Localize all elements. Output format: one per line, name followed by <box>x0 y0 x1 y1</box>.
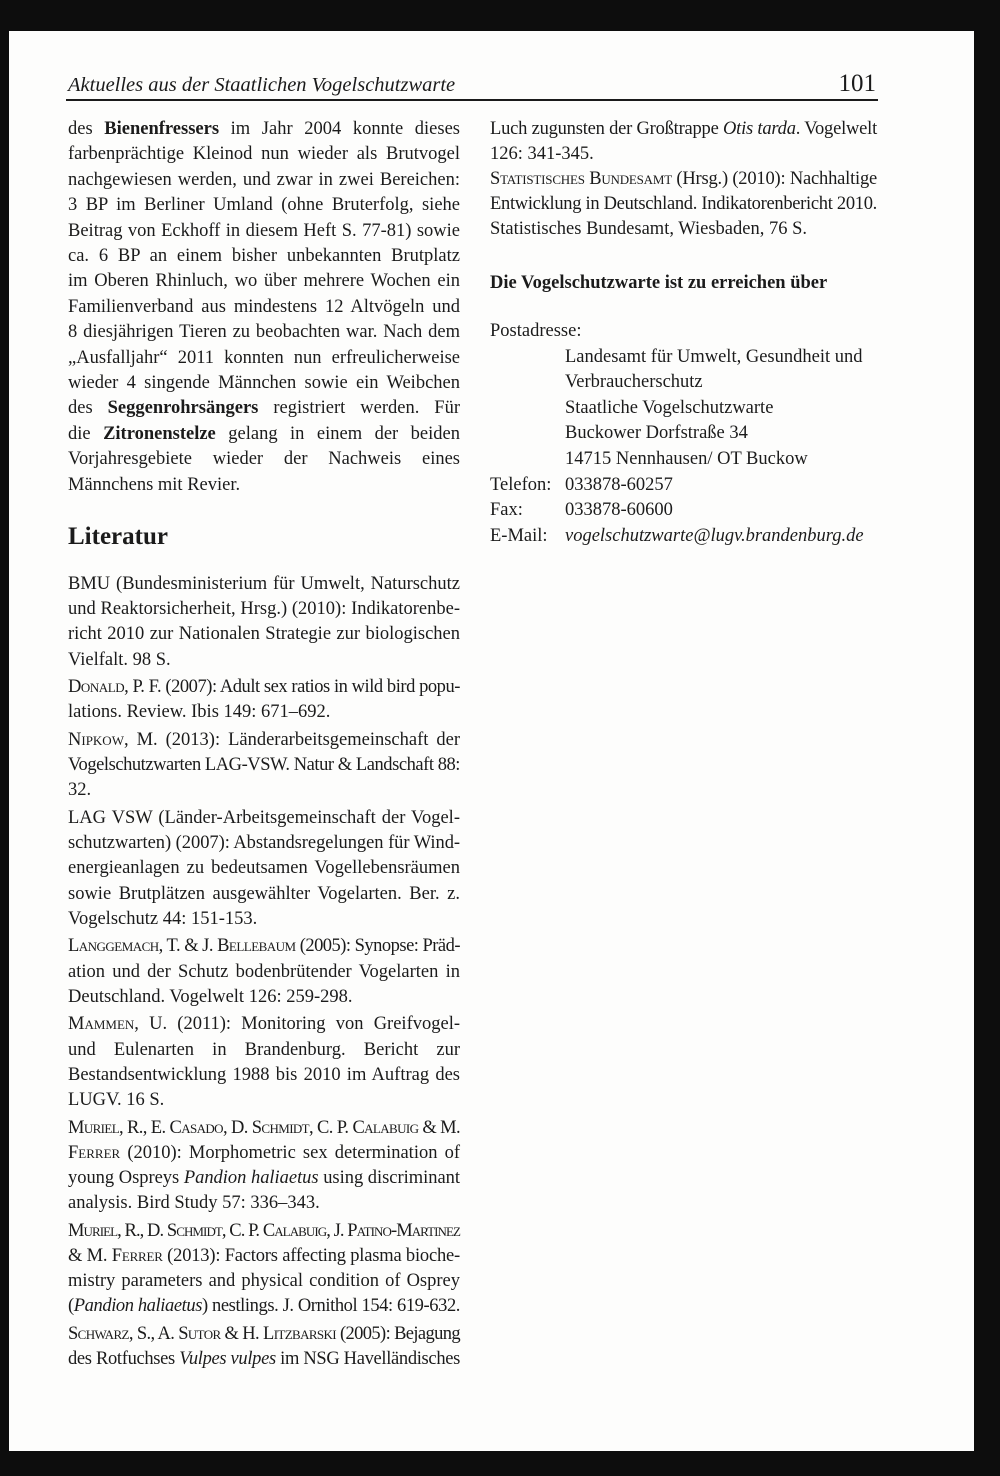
text-run: des <box>68 119 105 139</box>
text-run: ca. 6 BP an einem bisher unbekannten Brutplatz <box>68 246 460 267</box>
text-run: gelang in einem der beiden <box>215 423 460 444</box>
text-run: des Rotfuchses <box>68 1349 180 1370</box>
text-run: Vogelschutzwarten LAG-VSW. Natur & Landschaft 88: <box>68 755 460 776</box>
author-name: Langgemach <box>68 936 159 957</box>
author-name: Muriel <box>68 1220 118 1241</box>
page-number: 101 <box>838 70 876 97</box>
author-name: Sutor <box>178 1324 221 1345</box>
text-run: im Jahr 2004 konnte dieses <box>219 119 460 139</box>
address-text: Landesamt für Umwelt, Gesundheit und <box>565 346 863 367</box>
phone-number: 033878-60257 <box>565 474 673 495</box>
text-run: , S., A. <box>128 1324 179 1345</box>
reference-line <box>68 1269 460 1294</box>
address-text: Buckower Dorfstraße 34 <box>565 423 748 444</box>
fax-row <box>490 498 877 524</box>
reference-line <box>68 907 257 932</box>
reference-line <box>490 217 807 242</box>
text-line <box>68 320 460 345</box>
reference-line <box>68 806 460 831</box>
author-name: Donald <box>68 677 125 698</box>
text-run: 8 diesjährigen Tieren zu beobachten war. Nach dem <box>68 322 460 343</box>
contact-heading: Die Vogelschutzwarte ist zu erreichen über <box>490 273 828 293</box>
text-run: Statistisches Bundesamt, Wiesbaden, 76 S. <box>490 219 807 239</box>
text-run: young Ospreys <box>68 1168 184 1189</box>
author-name: Statistisches Bundesamt <box>490 169 672 189</box>
text-line <box>68 269 460 294</box>
text-line <box>68 193 460 218</box>
text-run: LAG VSW (Länder-Arbeitsgemeinschaft der Vogel- <box>68 808 460 828</box>
text-run: . Vogelwelt <box>795 119 878 139</box>
author-name: Schmidt <box>251 1117 310 1138</box>
text-run: LUGV. 16 S. <box>68 1090 165 1111</box>
reference-line <box>68 1141 460 1166</box>
section-heading-literatur: Literatur <box>68 523 168 550</box>
text-run: farbenprächtige Kleinod nun wieder als Brutvogel <box>68 144 460 165</box>
italic-term: Pandion haliaetus <box>73 1296 203 1317</box>
email-address: vogelschutzwarte@lugv.brandenburg.de <box>565 525 864 546</box>
text-run: Deutschland. Vogelwelt 126: 259-298. <box>68 986 353 1007</box>
contact-block <box>490 319 877 549</box>
address-text: Staatliche Vogelschutzwarte <box>565 397 774 418</box>
reference-line <box>68 728 460 753</box>
text-run: & M. <box>68 1246 112 1267</box>
reference-entry <box>490 117 877 167</box>
text-line <box>68 117 460 142</box>
author-name: Calabuig <box>352 1117 419 1138</box>
text-run: registriert werden. Für <box>258 398 460 419</box>
text-run: Vielfalt. 98 S. <box>68 649 171 670</box>
reference-line <box>68 960 460 985</box>
reference-line <box>68 778 91 803</box>
text-line <box>68 295 460 320</box>
email-label: E-Mail: <box>490 525 548 546</box>
text-run: und Eulenarten in Brandenburg. Bericht zur <box>68 1039 460 1060</box>
fax-label: Fax: <box>490 500 523 521</box>
reference-entry <box>68 1219 460 1320</box>
text-run: energieanlagen zu bedeutsamen Vogellebensräumen <box>68 858 460 879</box>
reference-line <box>490 192 877 217</box>
author-name: Muriel <box>68 1117 120 1138</box>
reference-line <box>490 142 594 167</box>
text-run: 126: 341-345. <box>490 144 594 164</box>
text-run: Vorjahresgebiete wieder der Nachweis eines <box>68 449 460 470</box>
bold-term: Bienenfressers <box>104 119 220 139</box>
text-run: , M. (2013): Länderarbeitsgemeinschaft der <box>123 730 460 750</box>
text-run: , T. & J. <box>158 936 218 957</box>
text-run: , U. (2011): Monitoring von Greifvogel- <box>134 1014 460 1035</box>
text-run: BMU (Bundesministerium für Umwelt, Naturschutz <box>68 574 460 594</box>
reference-line <box>490 117 877 142</box>
reference-line <box>68 675 460 700</box>
text-run: (2010): Morphometric sex determination of <box>120 1142 460 1163</box>
reference-entry <box>68 934 460 1010</box>
text-run: Männchens mit Revier. <box>68 474 241 495</box>
reference-line <box>68 1012 460 1037</box>
running-title: Aktuelles aus der Staatlichen Vogelschutzwarte <box>68 74 456 96</box>
reference-line <box>68 1294 460 1319</box>
reference-line <box>68 648 171 673</box>
reference-line <box>68 985 353 1010</box>
text-run: & H. <box>220 1324 264 1345</box>
text-line <box>68 244 460 269</box>
author-name: Ferrer <box>111 1246 163 1267</box>
text-line <box>68 142 460 167</box>
reference-line <box>68 1244 460 1269</box>
text-run: richt 2010 zur Nationalen Strategie zur biologischen <box>68 624 460 645</box>
author-name: Mammen <box>68 1014 135 1035</box>
text-run: ( <box>68 1296 74 1317</box>
reference-line <box>68 1116 460 1141</box>
text-run: 3 BP im Berliner Umland (ohne Bruterfolg, siehe <box>68 195 460 216</box>
address-line <box>490 447 877 473</box>
author-name: Litzbarski <box>263 1324 336 1345</box>
reference-line <box>68 1219 460 1244</box>
text-run: mistry parameters and physical condition of Osprey <box>68 1271 460 1292</box>
text-run: im Oberen Rhinluch, wo über mehrere Wochen ein <box>68 271 460 292</box>
postal-label-row <box>490 319 877 345</box>
author-name: Patino-Martinez <box>347 1220 461 1241</box>
text-run: , D. <box>222 1117 252 1138</box>
reference-entry <box>68 675 460 725</box>
text-line <box>68 447 460 472</box>
reference-line <box>68 622 460 647</box>
text-run: , J. <box>326 1220 348 1241</box>
reference-entry <box>490 167 877 242</box>
reference-line <box>68 700 330 725</box>
text-run: im NSG Havelländisches <box>275 1349 460 1370</box>
reference-line <box>68 572 460 597</box>
phone-row <box>490 473 877 499</box>
reference-line <box>490 167 877 192</box>
phone-label: Telefon: <box>490 474 552 495</box>
text-run: und Reaktorsicherheit, Hrsg.) (2010): Indikatorenbe- <box>68 599 460 620</box>
text-run: ) nestlings. J. Ornithol 154: 619-632. <box>202 1296 461 1317</box>
reference-entry <box>68 1322 460 1372</box>
text-line <box>68 168 460 193</box>
text-run: , C. P. <box>309 1117 353 1138</box>
text-run: (2005): Bejagung <box>336 1324 460 1345</box>
italic-term: Vulpes vulpes <box>179 1349 276 1370</box>
author-name: Schwarz <box>68 1324 129 1345</box>
reference-line <box>68 934 460 959</box>
text-run: analysis. Bird Study 57: 336–343. <box>68 1193 320 1214</box>
text-run: & M. <box>418 1117 460 1138</box>
article-body <box>68 117 460 498</box>
text-run: wieder 4 singende Männchen sowie ein Weibchen <box>68 373 460 394</box>
reference-line <box>68 856 460 881</box>
text-run: lations. Review. Ibis 149: 671–692. <box>68 702 331 723</box>
reference-line <box>68 597 460 622</box>
author-name: Nipkow <box>68 730 124 750</box>
text-run: , P. F. (2007): Adult sex ratios in wild bird popu- <box>124 677 460 698</box>
text-run: die <box>68 423 104 444</box>
text-run: Familienverband aus mindestens 12 Altvögeln und <box>68 296 460 317</box>
reference-line <box>68 1063 460 1088</box>
text-run: schutzwarten) (2007): Abstandsregelungen für Wind- <box>68 833 460 854</box>
bold-term: Seggenrohrsängers <box>107 398 259 419</box>
author-name: Ferrer <box>68 1142 121 1163</box>
text-run: Beitrag von Eckhoff in diesem Heft S. 77-81) sowie <box>68 220 460 241</box>
reference-line <box>68 1191 320 1216</box>
address-line <box>490 345 877 371</box>
text-line <box>68 346 460 371</box>
reference-list-right <box>490 117 877 242</box>
text-run: 32. <box>68 780 92 801</box>
reference-entry <box>68 572 460 673</box>
text-line <box>68 371 460 396</box>
address-line <box>490 396 877 422</box>
text-run: Vogelschutz 44: 151-153. <box>68 908 258 929</box>
text-run: Luch zugunsten der Großtrappe <box>490 119 724 139</box>
fax-number: 033878-60600 <box>565 500 673 521</box>
text-run: sowie Brutplätzen ausgewählter Vogelarten. Ber. z. <box>68 883 460 904</box>
italic-term: Pandion haliaetus <box>183 1168 319 1189</box>
reference-entry <box>68 728 460 804</box>
bold-term: Zitronenstelze <box>103 423 216 444</box>
reference-line <box>68 1088 164 1113</box>
reference-line <box>68 1322 460 1347</box>
text-run: (2005): Synopse: Präd- <box>295 936 461 957</box>
author-name: Casado <box>169 1117 223 1138</box>
text-line <box>68 473 240 498</box>
address-text: Verbraucherschutz <box>565 372 703 393</box>
reference-line <box>68 831 460 856</box>
reference-list-left <box>68 572 460 1372</box>
address-line <box>490 370 877 396</box>
reference-line <box>68 1347 460 1372</box>
reference-entry <box>68 806 460 932</box>
reference-line <box>68 1166 460 1191</box>
text-line <box>68 422 460 447</box>
text-run: (Hrsg.) (2010): Nachhaltige <box>671 169 878 189</box>
address-line <box>490 421 877 447</box>
text-line <box>68 396 460 421</box>
reference-line <box>68 1038 460 1063</box>
author-name: Bellebaum <box>217 936 296 957</box>
reference-line <box>68 882 460 907</box>
text-run: , R., E. <box>119 1117 170 1138</box>
text-run: Entwicklung in Deutschland. Indikatorenbericht 2010. <box>490 194 877 214</box>
email-row <box>490 524 877 550</box>
text-run: „Ausfalljahr“ 2011 konnten nun erfreulicherweise <box>68 347 460 368</box>
reference-line <box>68 753 460 778</box>
italic-term: Otis tarda <box>723 119 796 139</box>
reference-entry <box>68 1012 460 1113</box>
text-run: des <box>68 398 108 419</box>
postal-label: Postadresse: <box>490 321 582 341</box>
text-run: (2013): Factors affecting plasma bioche- <box>162 1246 461 1267</box>
reference-entry <box>68 1116 460 1217</box>
author-name: Schmidt <box>166 1220 222 1241</box>
address-text: 14715 Nennhausen/ OT Buckow <box>565 448 808 469</box>
text-run: , R., D. <box>117 1220 167 1241</box>
text-run: , C. P. <box>221 1220 263 1241</box>
text-line <box>68 219 460 244</box>
header-rule <box>66 99 878 101</box>
text-run: using discriminant <box>318 1168 460 1189</box>
author-name: Calabuig <box>262 1220 327 1241</box>
text-run: ation und der Schutz bodenbrütender Vogelarten in <box>68 961 460 982</box>
text-run: nachgewiesen werden, und zwar in zwei Bereichen: <box>68 169 460 190</box>
text-run: Bestandsentwicklung 1988 bis 2010 im Auftrag des <box>68 1064 460 1085</box>
